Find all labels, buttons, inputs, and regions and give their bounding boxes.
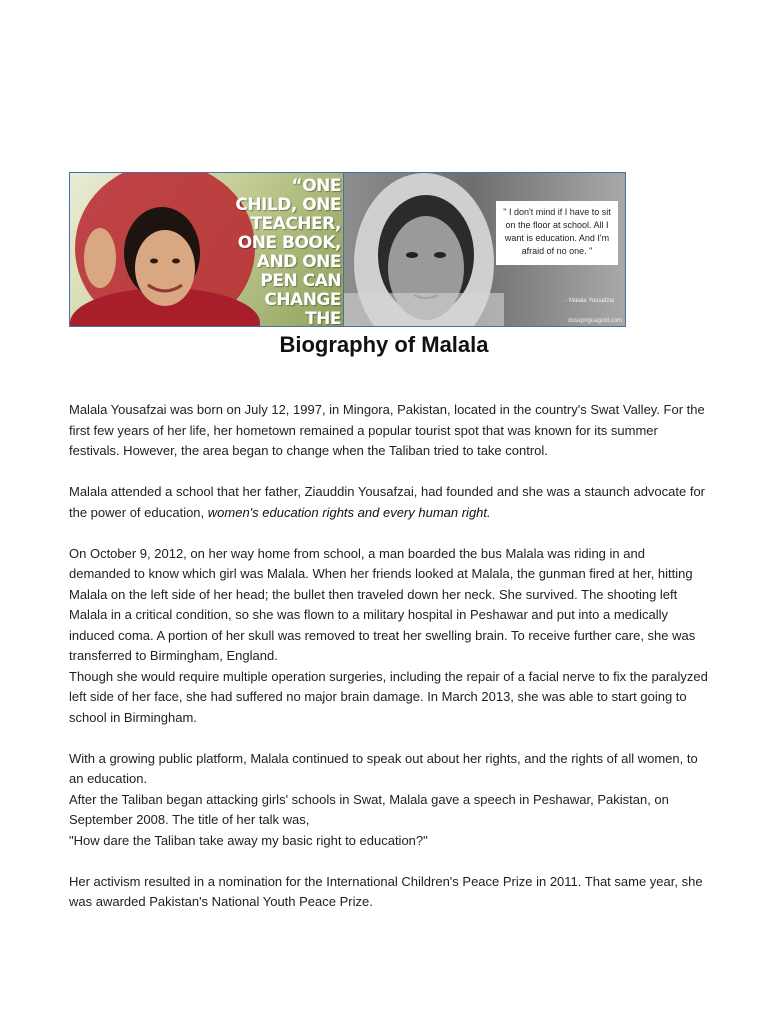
paragraph-awards: Her activism resulted in a nomination for the International Children's Peace Prize in 2011. That same year, she was awarded Pakistan's National Youth Peace Prize. [69,873,703,909]
right-quote: " I don't mind if I have to sit on the floor at school. All I want is education. And I'm afraid of no one. " [503,207,611,256]
paragraph-birth: Malala Yousafzai was born on July 12, 1997, in Mingora, Pakistan, located in the country's Swat Valley. For the first few years of her life, her hometown remained a popular tourist spot that was known for its summer festivals. However, the area began to change when the Taliban tried to take control. [69,402,705,458]
banner-right-photo [344,173,626,326]
left-quote-text [233,177,341,327]
image-credit: dosxpriguagold.com [568,318,622,324]
header-banner-image [69,172,626,327]
paragraph-speech-title: "How dare the Taliban take away my basic right to education?" [69,832,428,848]
document-body [69,400,709,933]
paragraph-recovery: Though she would require multiple operation surgeries, including the repair of a facial nerve to fix the paralyzed left side of her face, she had suffered no major brain damage. In March 2013, she was able to start going to school in Birmingham. [69,668,708,725]
paragraph-shooting: On October 9, 2012, on her way home from school, a man boarded the bus Malala was riding in and demanded to know which girl was Malala. When her friends looked at Malala, the gunman fired at her, hitting Malala on the left side of her head; the bullet then traveled down her neck. She survived. The shooting left Malala in a critical condition, so she was flown to a military hospital in Peshawar and put into a medically induced coma. A portion of her skull was removed to treat her swelling brain. To receive further care, she was transferred to Birmingham, England. [69,545,696,663]
paragraph-education-emphasis: women's education rights and every human right. [207,504,491,520]
banner-left-photo [70,173,344,326]
paragraph-education [69,482,709,523]
right-quote-box [496,201,618,265]
paragraph-speech: After the Taliban began attacking girls' schools in Swat, Malala gave a speech in Peshawar, Pakistan, on September 2008. The title of her talk was, [69,791,669,827]
page-title: Biography of Malala [279,332,489,357]
paragraph-education-text: Malala attended a school that her father, Ziauddin Yousafzai, had founded and she was a staunch advocate for the power of education, [69,484,706,520]
left-quote: “ONE CHILD, ONE TEACHER, ONE BOOK, AND ONE PEN CAN CHANGE THE [235,176,341,327]
paragraph-platform: With a growing public platform, Malala continued to speak out about her rights, and the rights of all women, to an education. [69,750,698,786]
right-quote-attribution: - Malala Yousafzai [565,298,614,304]
